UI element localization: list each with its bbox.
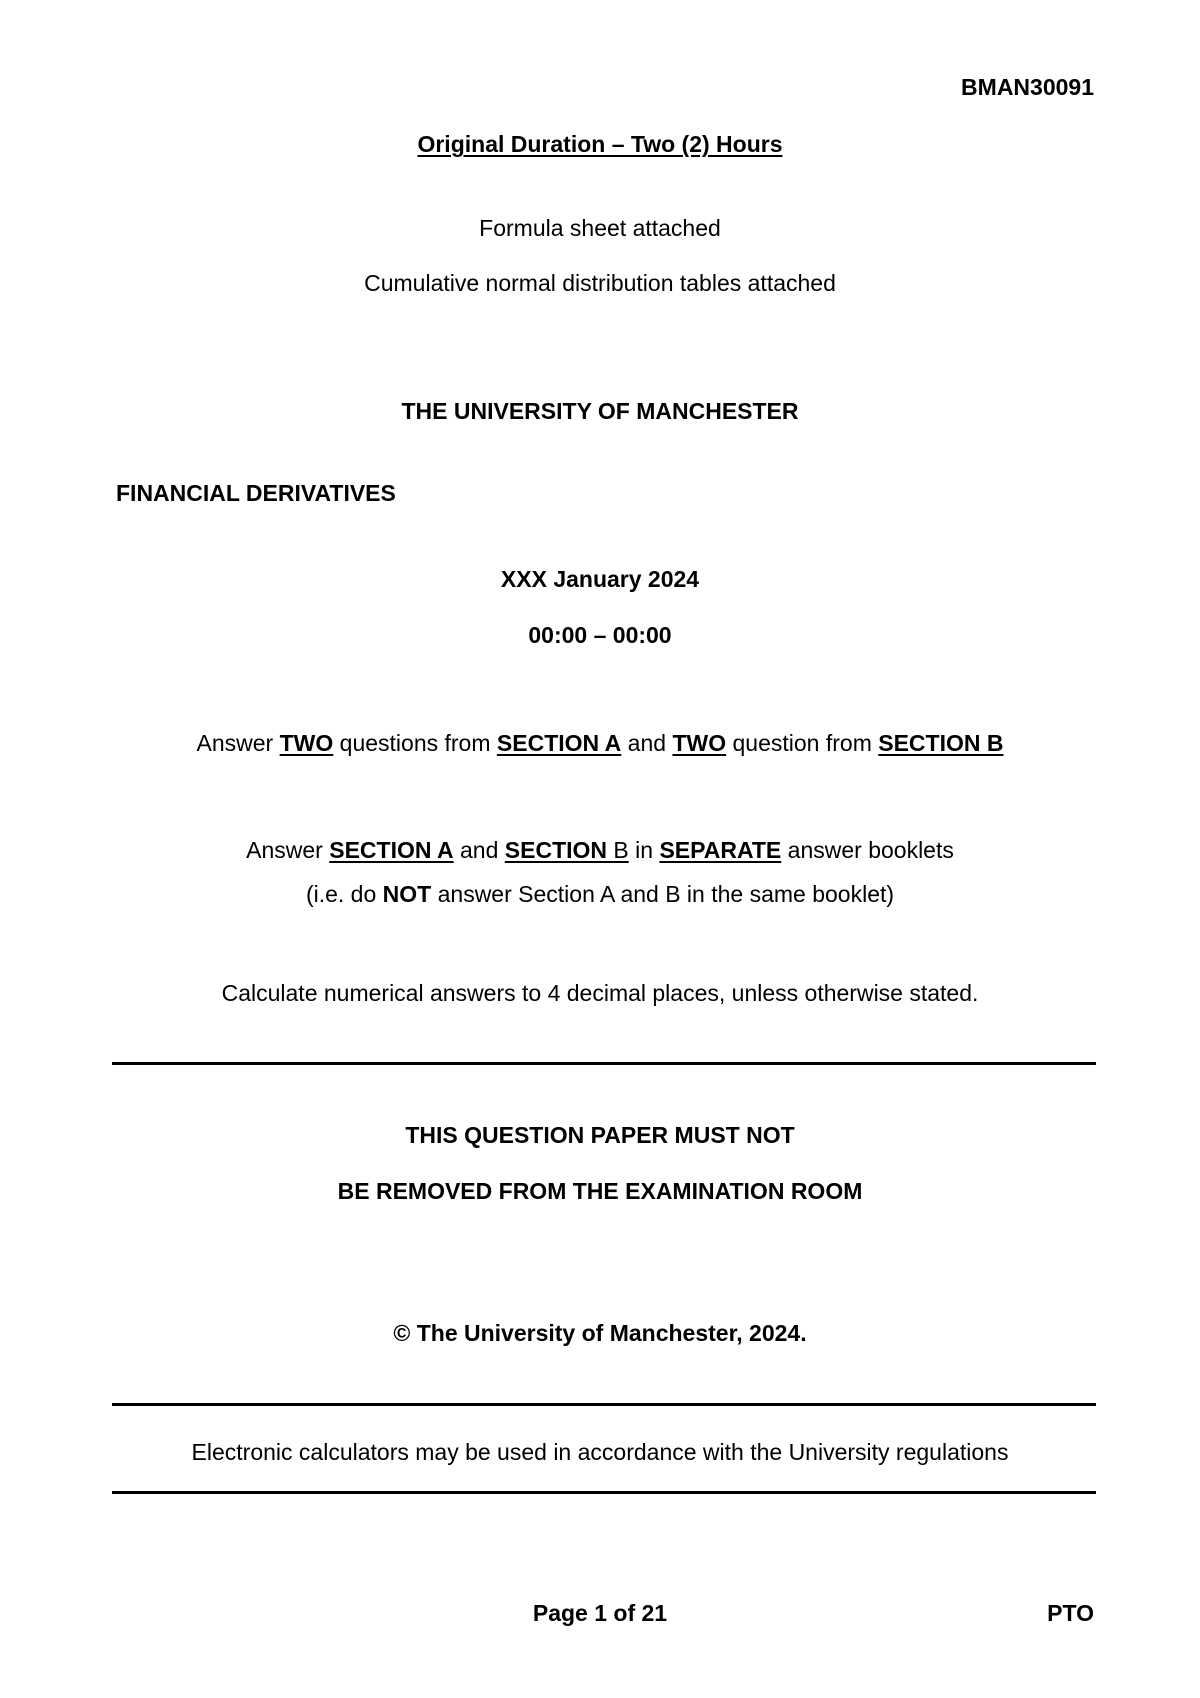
instr1-section-b: SECTION B bbox=[878, 730, 1004, 756]
instr2-separate: SEPARATE bbox=[659, 837, 782, 863]
instr1-two-b: TWO bbox=[672, 730, 727, 756]
instr2-part1: Answer bbox=[246, 837, 330, 863]
instr2-part4: answer booklets bbox=[781, 837, 954, 863]
course-code: BMAN30091 bbox=[961, 74, 1094, 100]
instruction-questions bbox=[0, 728, 1200, 758]
instr1-section-a: SECTION A bbox=[496, 730, 622, 756]
instr2-section-a: SECTION A bbox=[329, 837, 454, 863]
instr2-part2: and bbox=[453, 837, 505, 863]
instr3-not: NOT bbox=[382, 881, 432, 907]
formula-sheet-note: Formula sheet attached bbox=[479, 215, 721, 241]
instr3-part2: answer Section A and B in the same booklet) bbox=[431, 881, 895, 907]
instr1-part4: question from bbox=[726, 730, 879, 756]
instr3-part1: (i.e. do bbox=[305, 881, 383, 907]
divider-middle bbox=[112, 1403, 1096, 1406]
copyright: © The University of Manchester, 2024. bbox=[393, 1320, 807, 1346]
decimals-instruction: Calculate numerical answers to 4 decimal places, unless otherwise stated. bbox=[221, 980, 979, 1006]
instr2-section-b-word: SECTION bbox=[504, 837, 614, 863]
university-title: THE UNIVERSITY OF MANCHESTER bbox=[401, 398, 799, 424]
divider-bottom bbox=[112, 1491, 1096, 1494]
instruction-note bbox=[0, 879, 1200, 909]
calculators-note: Electronic calculators may be used in accordance with the University regulations bbox=[191, 1439, 1009, 1465]
course-name: FINANCIAL DERIVATIVES bbox=[116, 480, 396, 506]
tables-note: Cumulative normal distribution tables attached bbox=[364, 270, 836, 296]
instr1-two-a: TWO bbox=[279, 730, 334, 756]
instr2-section-b-letter: B bbox=[613, 837, 629, 863]
warning-line-1: THIS QUESTION PAPER MUST NOT bbox=[405, 1122, 795, 1148]
instr1-part1: Answer bbox=[196, 730, 280, 756]
instruction-booklets bbox=[0, 835, 1200, 865]
duration-text: Original Duration – Two (2) Hours bbox=[417, 131, 783, 157]
instr1-part3: and bbox=[621, 730, 673, 756]
exam-time: 00:00 – 00:00 bbox=[528, 622, 672, 648]
exam-date: XXX January 2024 bbox=[500, 566, 700, 592]
duration-line bbox=[0, 129, 1200, 159]
divider-top bbox=[112, 1062, 1096, 1065]
pto-label: PTO bbox=[1047, 1600, 1094, 1626]
page-number: Page 1 of 21 bbox=[532, 1600, 668, 1626]
instr2-part3: in bbox=[628, 837, 660, 863]
instr1-part2: questions from bbox=[333, 730, 497, 756]
warning-line-2: BE REMOVED FROM THE EXAMINATION ROOM bbox=[337, 1178, 863, 1204]
